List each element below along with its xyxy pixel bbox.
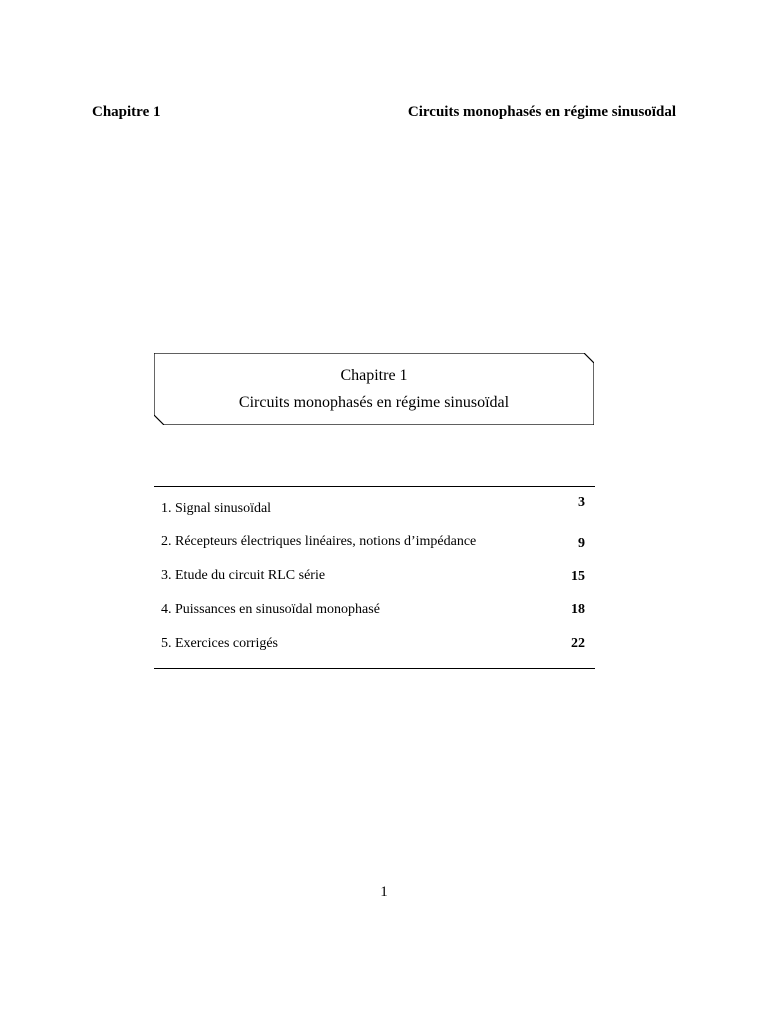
toc-top-rule bbox=[154, 486, 595, 487]
toc-page-4: 18 bbox=[571, 602, 585, 617]
toc-item-2: 2. Récepteurs électriques linéaires, notions d’impédance bbox=[161, 534, 477, 549]
toc-item-4: 4. Puissances en sinusoïdal monophasé bbox=[161, 602, 380, 617]
toc-page-5: 22 bbox=[571, 636, 585, 651]
toc-page-1: 3 bbox=[578, 495, 585, 510]
running-header-right: Circuits monophasés en régime sinusoïdal bbox=[407, 104, 676, 120]
toc-item-1: 1. Signal sinusoïdal bbox=[161, 501, 272, 516]
chapter-title-box bbox=[154, 353, 594, 425]
chapter-title-number: Chapitre 1 bbox=[340, 367, 408, 384]
toc-page-2: 9 bbox=[578, 536, 585, 551]
chapter-title-text: Circuits monophasés en régime sinusoïdal bbox=[238, 394, 510, 411]
page-number: 1 bbox=[380, 884, 388, 900]
toc-page-3: 15 bbox=[571, 569, 585, 584]
toc-item-3: 3. Etude du circuit RLC série bbox=[161, 568, 326, 583]
toc-bottom-rule bbox=[154, 668, 595, 669]
title-box-frame bbox=[154, 353, 594, 425]
toc-item-5: 5. Exercices corrigés bbox=[161, 636, 278, 651]
running-header-left: Chapitre 1 bbox=[92, 104, 161, 120]
